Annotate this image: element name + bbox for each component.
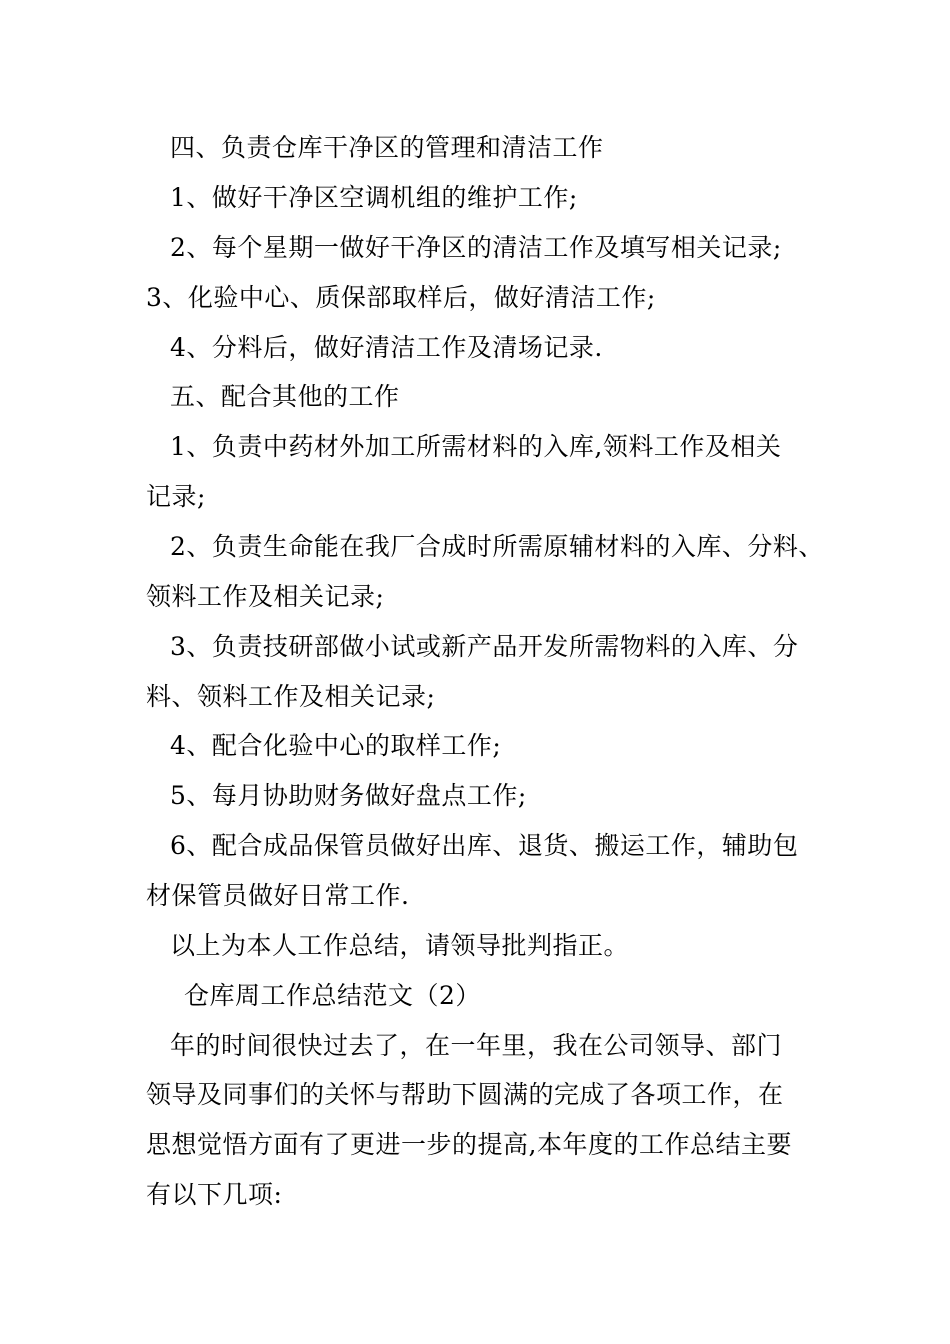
section-heading-4: 四、负责仓库干净区的管理和清洁工作 <box>170 133 604 162</box>
section-heading-5: 五、配合其他的工作 <box>170 382 400 411</box>
text-line: 记录; <box>146 482 206 511</box>
text-line: 4、分料后，做好清洁工作及清场记录. <box>170 333 603 362</box>
text-line: 料、领料工作及相关记录; <box>146 682 436 711</box>
text-line: 材保管员做好日常工作. <box>146 881 410 910</box>
text-line: 领导及同事们的关怀与帮助下圆满的完成了各项工作，在 <box>146 1080 784 1109</box>
closing-line: 以上为本人工作总结，请领导批判指正。 <box>170 931 630 960</box>
text-line: 3、负责技研部做小试或新产品开发所需物料的入库、分 <box>170 632 799 661</box>
text-line: 5、每月协助财务做好盘点工作; <box>170 781 527 810</box>
text-line: 1、负责中药材外加工所需材料的入库,领料工作及相关 <box>170 432 782 461</box>
text-line: 思想觉悟方面有了更进一步的提高,本年度的工作总结主要 <box>146 1130 792 1159</box>
text-line: 3、化验中心、质保部取样后，做好清洁工作; <box>146 283 656 312</box>
text-line: 2、每个星期一做好干净区的清洁工作及填写相关记录; <box>170 233 782 262</box>
article-title: 仓库周工作总结范文（2） <box>184 981 481 1010</box>
text-line: 2、负责生命能在我厂合成时所需原辅材料的入库、分料、 <box>170 532 824 561</box>
text-line: 4、配合化验中心的取样工作; <box>170 731 502 760</box>
text-line: 1、做好干净区空调机组的维护工作; <box>170 183 578 212</box>
text-line: 6、配合成品保管员做好出库、退货、搬运工作，辅助包 <box>170 831 799 860</box>
text-line: 年的时间很快过去了，在一年里，我在公司领导、部门 <box>170 1031 783 1060</box>
text-line: 有以下几项: <box>146 1180 283 1209</box>
text-line: 领料工作及相关记录; <box>146 582 385 611</box>
